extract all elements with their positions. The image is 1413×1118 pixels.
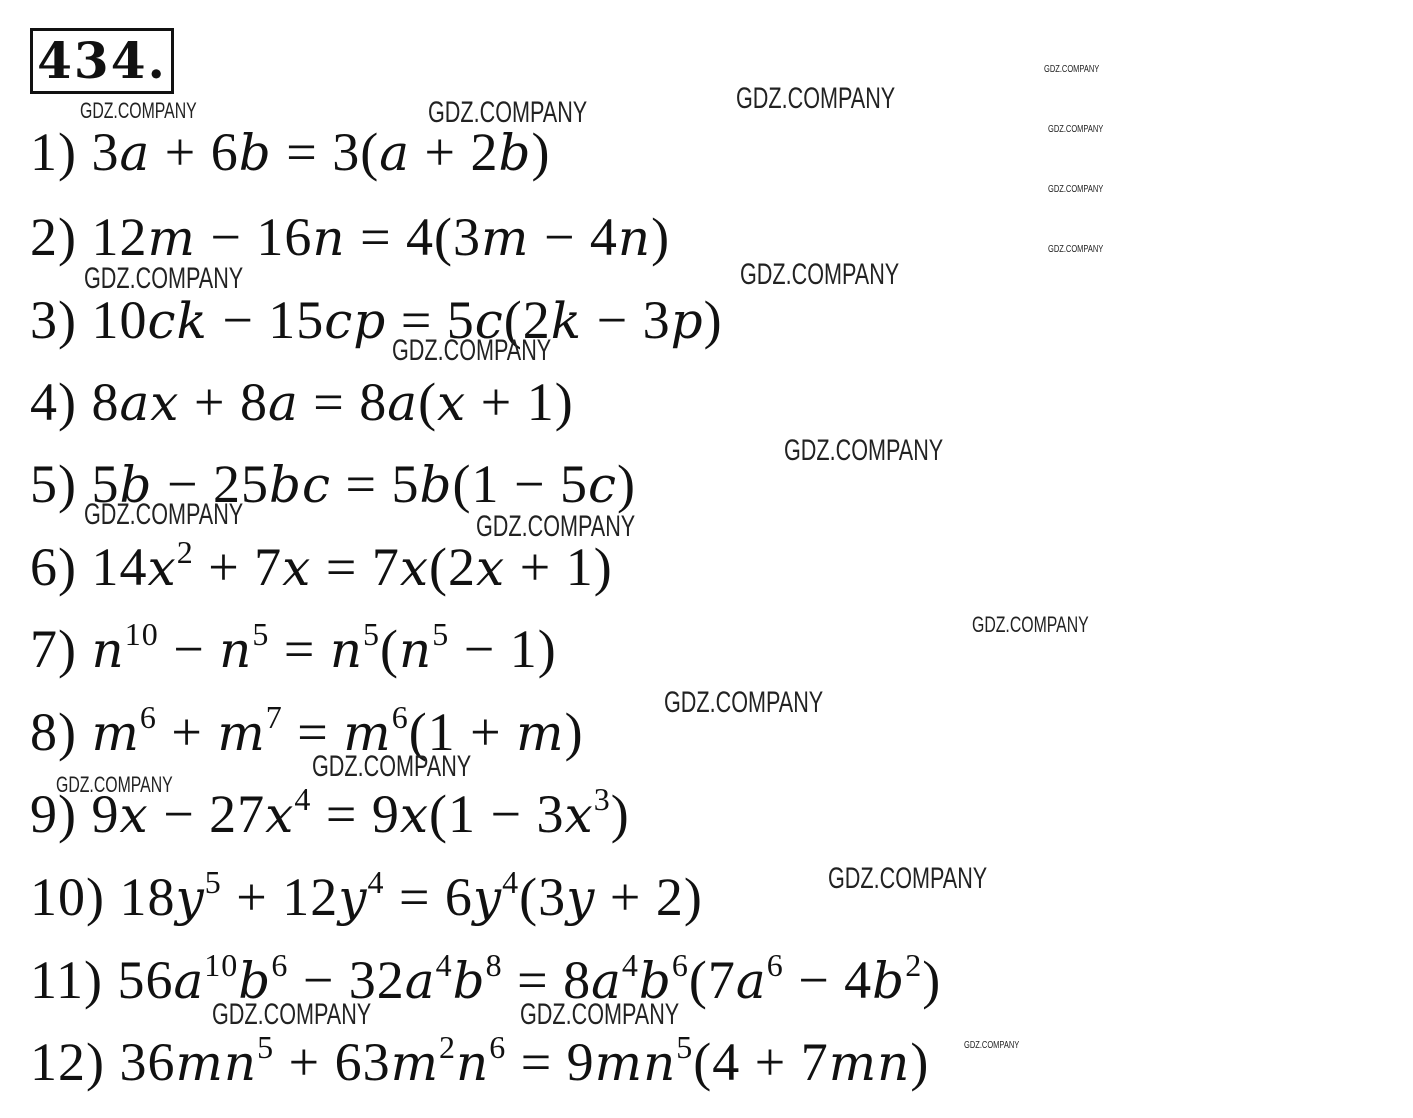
equation-expression: 12m − 16n = 4(3m − 4n) (91, 207, 671, 267)
watermark-text: GDZ.COMPANY (84, 262, 244, 295)
watermark-text: GDZ.COMPANY (520, 998, 680, 1031)
equation-expression: $9x - 27x^4 = 9x(1 - 3x^3)$ (91, 781, 630, 844)
equation-row (30, 948, 941, 1013)
equation-label: 1) (30, 122, 92, 182)
watermark-text: GDZ.COMPANY (392, 334, 552, 367)
equation-expression: 3a + 6b = 3(a + 2b) (91, 122, 551, 182)
watermark-text: GDZ.COMPANY (736, 82, 896, 115)
equation-row (30, 617, 557, 682)
watermark-text: GDZ.COMPANY (784, 434, 944, 467)
equation-row (30, 370, 574, 435)
equation-label: 12) (30, 1032, 120, 1092)
equation-expression: $14x^2 + 7x = 7x(2x + 1)$ (91, 534, 613, 597)
equation-row (30, 865, 703, 930)
equation-row (30, 700, 584, 765)
watermark-text: GDZ.COMPANY (428, 96, 588, 129)
watermark-text: GDZ.COMPANY (212, 998, 372, 1031)
equation-expression: 5b − 25bc = 5b(1 − 5c) (91, 454, 636, 514)
watermark-text: GDZ.COMPANY (1048, 184, 1104, 195)
equation-label: 9) (30, 784, 92, 844)
equation-expression: $m^6 + m^7 = m^6(1 + m)$ (91, 699, 584, 762)
watermark-text: GDZ.COMPANY (664, 686, 824, 719)
watermark-text: GDZ.COMPANY (312, 750, 472, 783)
watermark-text: GDZ.COMPANY (84, 498, 244, 531)
equation-label: 3) (30, 290, 92, 350)
equation-label: 10) (30, 867, 120, 927)
equation-row (30, 535, 613, 600)
equation-expression: 10ck − 15cp = 5c(2k − 3p) (91, 290, 723, 350)
watermark-text: GDZ.COMPANY (972, 612, 1089, 637)
watermark-text: GDZ.COMPANY (80, 98, 197, 123)
watermark-text: GDZ.COMPANY (1048, 124, 1104, 135)
watermark-text: GDZ.COMPANY (964, 1040, 1020, 1051)
equation-expression: $n^{10} - n^5 = n^5(n^5 - 1)$ (91, 616, 557, 679)
equation-row (30, 288, 723, 353)
equation-label: 8) (30, 702, 92, 762)
equation-label: 7) (30, 619, 92, 679)
equation-expression: $36mn^5 + 63m^2n^6 = 9mn^5(4 + 7mn)$ (119, 1029, 930, 1092)
equation-row (30, 1030, 929, 1095)
watermark-text: GDZ.COMPANY (1048, 244, 1104, 255)
equation-label: 4) (30, 372, 92, 432)
equation-expression: $56a^{10}b^6 - 32a^4b^8 = 8a^4b^6(7a^6 - 4b^2)$ (117, 947, 942, 1010)
equation-label: 11) (30, 950, 118, 1010)
equation-expression: $18y^5 + 12y^4 = 6y^4(3y + 2)$ (119, 864, 703, 927)
equation-expression: 8ax + 8a = 8a(x + 1) (91, 372, 574, 432)
equation-label: 6) (30, 537, 92, 597)
task-number-box: 434. (30, 28, 174, 94)
equation-label: 2) (30, 207, 92, 267)
watermark-text: GDZ.COMPANY (740, 258, 900, 291)
watermark-text: GDZ.COMPANY (476, 510, 636, 543)
equation-label: 5) (30, 454, 92, 514)
watermark-text: GDZ.COMPANY (828, 862, 988, 895)
equation-row (30, 205, 670, 270)
watermark-text: GDZ.COMPANY (1044, 64, 1100, 75)
watermark-text: GDZ.COMPANY (56, 772, 173, 797)
